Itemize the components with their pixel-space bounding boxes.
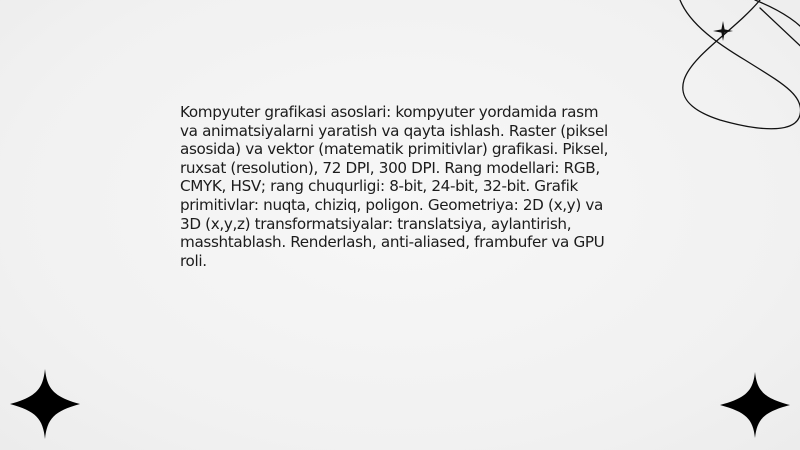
four-point-star-icon [720,372,790,438]
four-point-star-icon [10,369,80,439]
slide-body-text: Kompyuter grafikasi asoslari: kompyuter yordamida rasm va animatsiyalarni yaratish va qayta ishlash. Raster (piksel asosida) va vektor (matematik primitivlar) grafikasi. Piksel, ruxsat (resolution), 72 DPI, 300 DPI. Rang modellari: RGB, CMYK, HSV; rang chuqurligi: 8-bit, 24-bit, 32-bit. Grafik primitivlar: nuqta, chiziq, poligon. Geometriya: 2D (x,y) va 3D (x,y,z) transformatsiyalar: translatsiya, aylantirish, masshtablash. Renderlash, anti-aliased, frambufer va GPU roli. [180,103,609,270]
orbit-lines-icon [660,0,800,170]
